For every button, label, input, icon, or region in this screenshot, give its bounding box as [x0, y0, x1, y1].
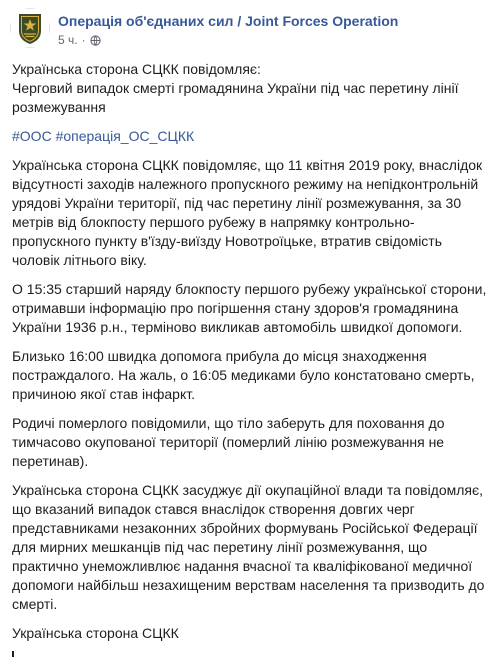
post-meta	[58, 33, 101, 47]
post-content	[12, 60, 490, 657]
globe-icon[interactable]	[90, 35, 101, 46]
post-title-line-2: Черговий випадок смерті громадянина України під час перетину лінії розмежування	[12, 80, 459, 115]
post-title-line-1: Українська сторона СЦКК повідомляє:	[12, 61, 261, 77]
post-paragraph: Українська сторона СЦКК повідомляє, що 11 квітня 2019 року, внаслідок відсутності заходів належного пропускного режиму на непідконтрольній урядові України території, під час перетину лінії розмежування, за 30 метрів від блокпосту першого рубежу в напрямку контрольно-пропускного пункту в'їзду-виїзду Новотроїцьке, втратив свідомість чоловік літнього віку.	[12, 157, 483, 268]
hashtag-link[interactable]: #ООС	[12, 128, 52, 144]
page-name-link[interactable]: Операція об'єднаних сил / Joint Forces Operation	[58, 13, 399, 29]
post-header	[10, 8, 490, 52]
hashtag-link[interactable]: #операція_ОС_СЦКК	[55, 128, 195, 144]
post-title	[12, 60, 490, 117]
post-paragraph: Українська сторона СЦКК засуджує дії окупаційної влади та повідомляє, що вказаний випадок стався внаслідок створення довгих черг представниками незаконних збройних формувань Російської Федерації для мирних мешканців під час перетину лінії розмежування, що практично унеможливлює надання вчасної та кваліфікованої медичної допомоги найбільш незахищеним верствам населення та призводить до смерті.	[12, 482, 485, 612]
post-paragraph: О 15:35 старший наряду блокпосту першого рубежу української сторони, отримавши інформацію про погіршення стану здоров'я громадянина України 1936 р.н., терміново викликав автомобіль швидкої допомоги.	[12, 281, 487, 335]
post-paragraph: Близько 16:00 швидка допомога прибула до місця знаходження постраждалого. На жаль, о 16:05 медиками було констатовано смерть, причиною якої став інфаркт.	[12, 348, 475, 402]
page-avatar[interactable]	[10, 8, 50, 48]
post-paragraph: Родичі померлого повідомили, що тіло заберуть для поховання до тимчасово окупованої території (померлий лінію розмежування не перетинав).	[12, 415, 445, 469]
meta-separator: ·	[81, 33, 86, 47]
post-signature: Українська сторона СЦКК	[12, 625, 179, 641]
hashtags	[12, 127, 490, 146]
military-emblem-icon	[11, 9, 49, 47]
truncated-text	[12, 651, 22, 657]
post-timestamp[interactable]: 5 ч.	[58, 33, 78, 47]
